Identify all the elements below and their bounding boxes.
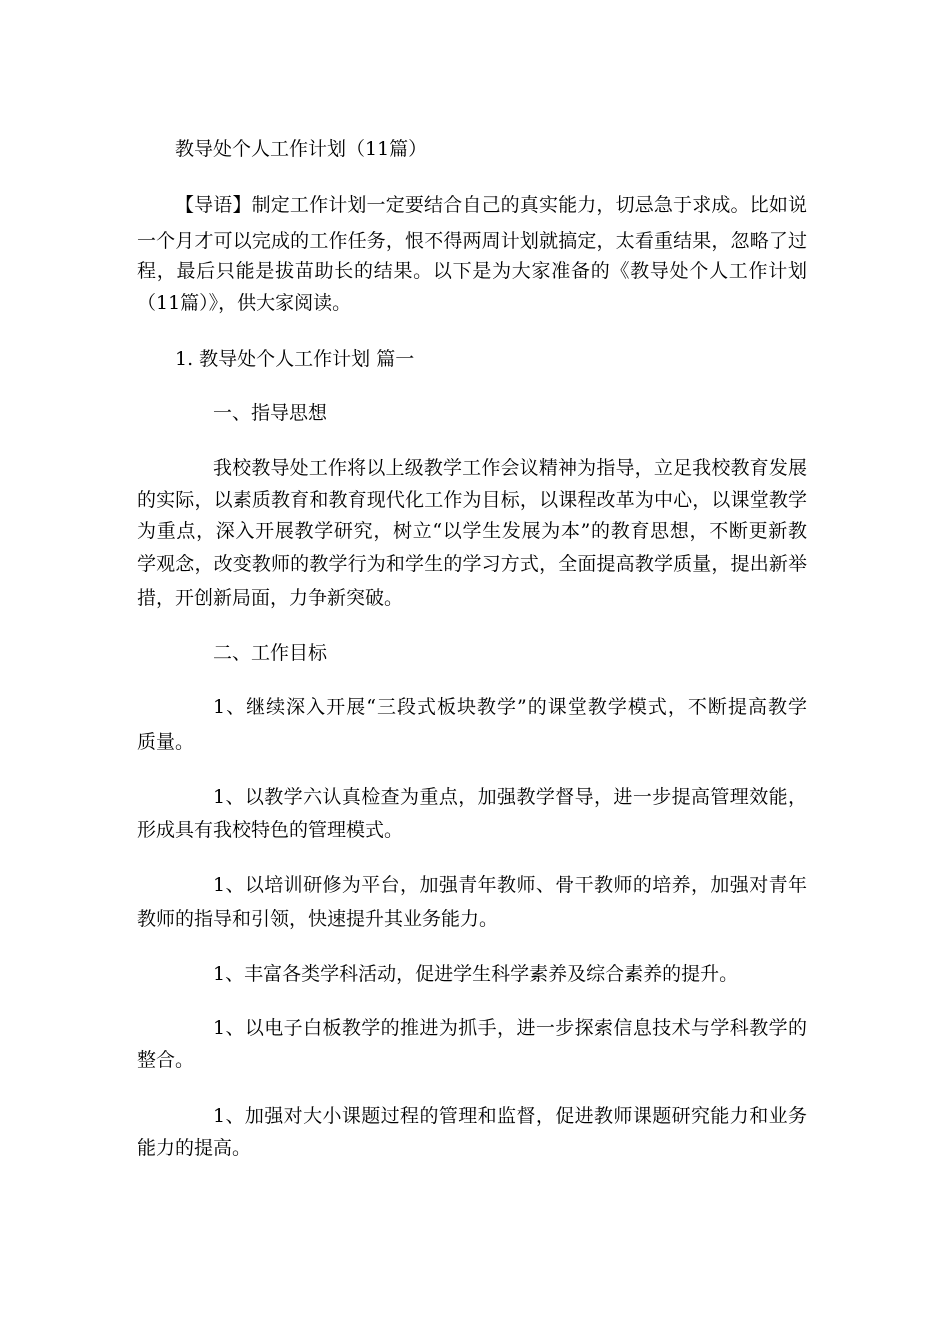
part1-line-1: 我校教导处工作将以上级教学工作会议精神为指导，立足我校教育发展 xyxy=(213,457,807,479)
section-heading: 1. 教导处个人工作计划 篇一 xyxy=(175,348,415,370)
part1-line-3: 为重点，深入开展教学研究，树立“以学生发展为本”的教育思想，不断更新教 xyxy=(137,520,807,542)
part1-line-4: 学观念，改变教师的教学行为和学生的学习方式，全面提高教学质量，提出新举 xyxy=(137,553,807,575)
part2-heading: 二、工作目标 xyxy=(213,642,328,664)
goal-4-line-1: 1、丰富各类学科活动，促进学生科学素养及综合素养的提升。 xyxy=(213,963,739,985)
goal-5-line-2: 整合。 xyxy=(137,1049,195,1071)
intro-line-1: 【导语】制定工作计划一定要结合自己的真实能力，切忌急于求成。比如说 xyxy=(175,194,807,216)
part1-line-5: 措，开创新局面，力争新突破。 xyxy=(137,587,404,609)
goal-3-line-1: 1、以培训研修为平台，加强青年教师、骨干教师的培养，加强对青年 xyxy=(213,874,807,896)
goal-3-line-2: 教师的指导和引领，快速提升其业务能力。 xyxy=(137,908,499,930)
intro-line-2: 一个月才可以完成的工作任务，恨不得两周计划就搞定，太看重结果，忽略了过 xyxy=(137,230,807,252)
goal-1-line-2: 质量。 xyxy=(137,731,195,753)
part1-line-2: 的实际，以素质教育和教育现代化工作为目标，以课程改革为中心，以课堂教学 xyxy=(137,489,807,511)
document-title: 教导处个人工作计划（11篇） xyxy=(175,138,428,160)
part1-heading: 一、指导思想 xyxy=(213,402,328,424)
intro-line-4: （11篇）》，供大家阅读。 xyxy=(137,292,352,314)
goal-1-line-1: 1、继续深入开展“三段式板块教学”的课堂教学模式，不断提高教学 xyxy=(213,696,807,718)
goal-6-line-2: 能力的提高。 xyxy=(137,1137,252,1159)
goal-5-line-1: 1、以电子白板教学的推进为抓手，进一步探索信息技术与学科教学的 xyxy=(213,1017,807,1039)
goal-2-line-2: 形成具有我校特色的管理模式。 xyxy=(137,819,404,841)
goal-6-line-1: 1、加强对大小课题过程的管理和监督，促进教师课题研究能力和业务 xyxy=(213,1105,807,1127)
goal-2-line-1: 1、以教学六认真检查为重点，加强教学督导，进一步提高管理效能， xyxy=(213,786,807,808)
intro-line-3: 程，最后只能是拔苗助长的结果。以下是为大家准备的《教导处个人工作计划 xyxy=(137,260,807,282)
